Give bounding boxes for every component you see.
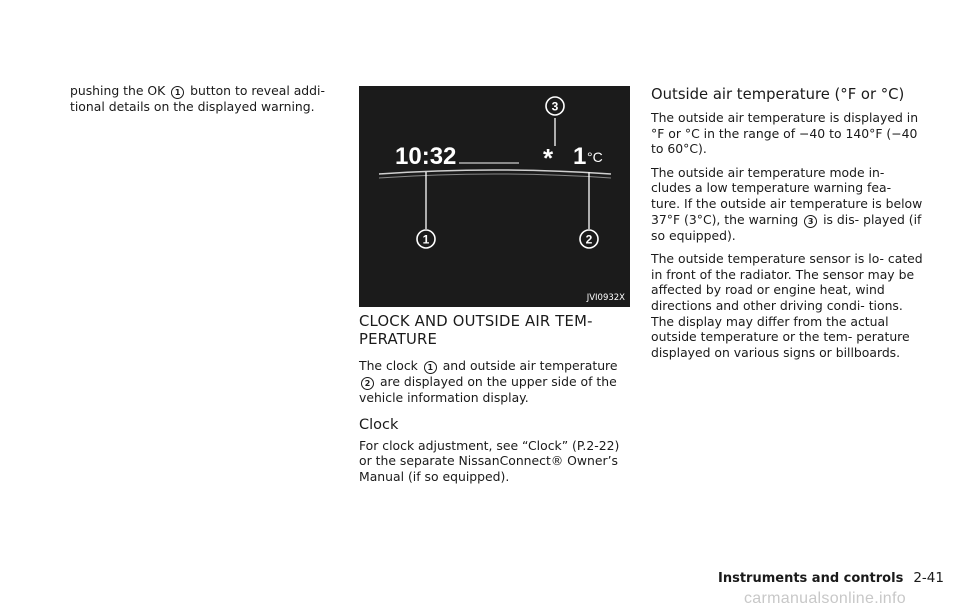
intro-paragraph [70, 83, 338, 115]
warning-text-a: The outside air temperature mode in- cludes a low temperature warning fea- ture. If the outside air temperature is below 37°F (3°C), the warning [651, 164, 923, 227]
low-temp-warning-paragraph [651, 165, 923, 243]
clock-temp-paragraph [359, 358, 629, 406]
clock-paragraph: For clock adjustment, see “Clock” (P.2-22) or the separate NissanConnect® Owner’s Manual (if so equipped). [359, 437, 620, 484]
footer-section-title: Instruments and controls [718, 571, 904, 586]
temperature-value: 1 [573, 143, 587, 170]
temperature-unit: °C [587, 149, 603, 165]
intro-text-end: button to reveal addi- tional details on the displayed warning. [70, 83, 325, 114]
temp-range-paragraph: The outside air temperature is displayed in °F or °C in the range of −40 to 140°F (−40 to 60°C). [651, 110, 919, 157]
page-number: 2-41 [913, 570, 944, 586]
middle-column [359, 313, 629, 492]
subheading-clock: Clock [359, 416, 399, 433]
intro-text-start: pushing the OK [70, 83, 170, 98]
section-heading-clock-temp: CLOCK AND OUTSIDE AIR TEM- PERATURE [359, 313, 593, 348]
clock-display-figure [359, 86, 630, 307]
callout-3-number: 3 [551, 99, 559, 114]
page-footer [718, 570, 944, 586]
callout-1-inline: 1 [171, 86, 184, 99]
watermark [738, 588, 960, 611]
callout-2-number: 2 [585, 232, 593, 247]
subheading-outside-temp: Outside air temperature (°F or °C) [651, 86, 905, 103]
callout-3-inline: 3 [804, 215, 817, 228]
clock-temp-text-a: The clock [359, 358, 422, 373]
figure-code: JVI0932X [586, 293, 625, 303]
warning-text-b: is dis- played (if so equipped). [651, 211, 922, 243]
right-column [651, 86, 923, 368]
snow-warning-symbol: * [543, 143, 554, 173]
callout-1-inline: 1 [424, 361, 437, 374]
left-column [70, 83, 338, 123]
clock-temp-text-b: and outside air temperature [438, 358, 618, 373]
clock-readout: 10:32 [395, 143, 457, 170]
figure-svg [359, 86, 630, 307]
sensor-paragraph: The outside temperature sensor is lo- cated in front of the radiator. The sensor may be affected by road or engine heat, wind directions and other driving condi- tions. The display may differ from the actual outside temperature or the tem- perature displayed on various signs or billboards. [651, 251, 923, 360]
callout-2-inline: 2 [361, 377, 374, 390]
watermark-text: carmanualsonline.info [744, 590, 906, 607]
clock-temp-text-c: are displayed on the upper side of the vehicle information display. [359, 374, 617, 405]
callout-1-number: 1 [422, 232, 430, 247]
